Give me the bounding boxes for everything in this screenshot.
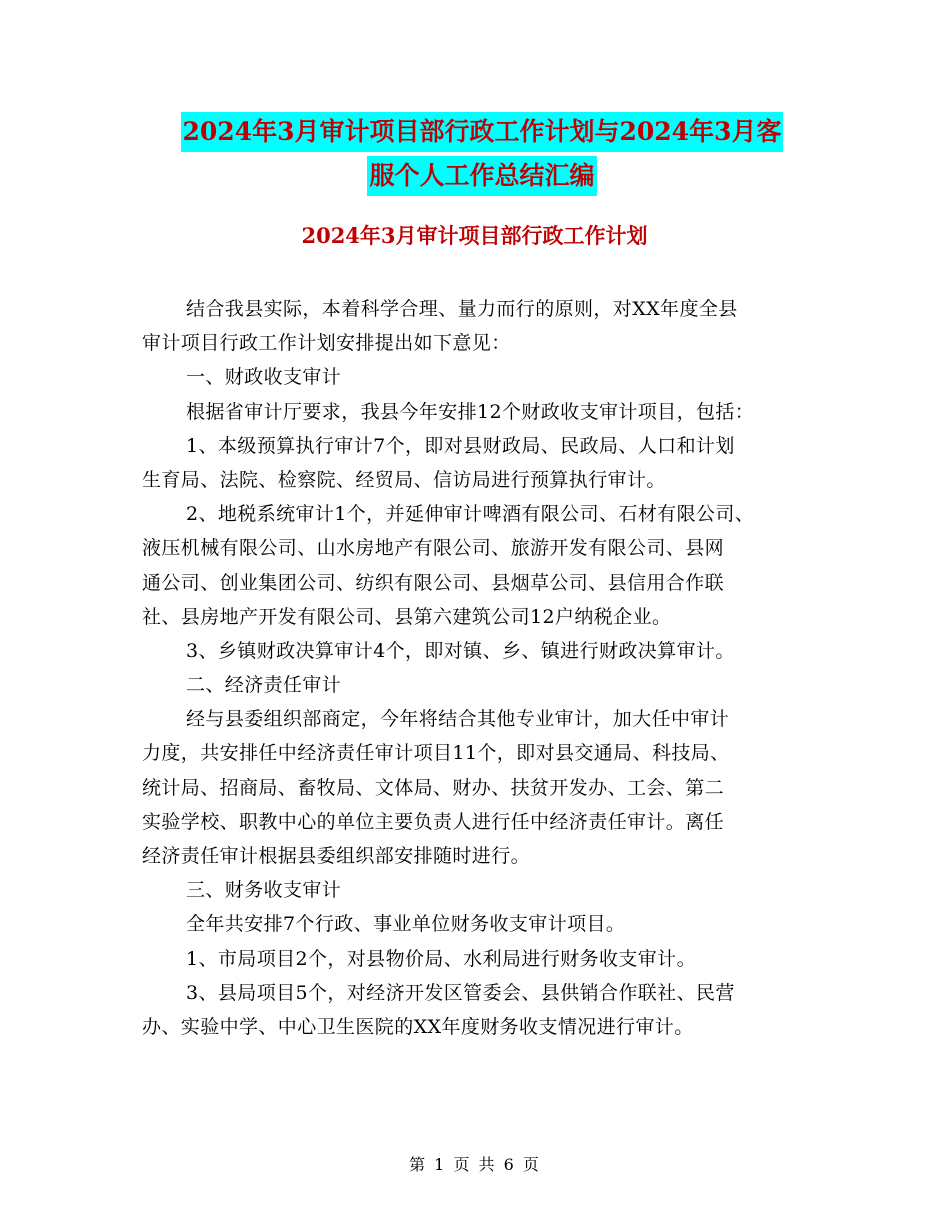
paragraph-line: 通公司、创业集团公司、纺织有限公司、县烟草公司、县信用合作联 xyxy=(142,571,725,594)
title-line-1: 2024年3月审计项目部行政工作计划与2024年3月客 xyxy=(181,112,784,152)
paragraph-line: 结合我县实际，本着科学合理、量力而行的原则，对XX年度全县 xyxy=(186,298,738,320)
paragraph-line: 生育局、法院、检察院、经贸局、信访局进行预算执行审计。 xyxy=(142,468,666,491)
section-heading: 三、财务收支审计 xyxy=(186,879,342,902)
paragraph-line: 统计局、招商局、畜牧局、文体局、财办、扶贫开发办、工会、第二 xyxy=(142,776,725,799)
paragraph-line: 经济责任审计根据县委组织部安排随时进行。 xyxy=(142,845,531,867)
document-body xyxy=(142,292,822,1044)
paragraph-line: 1、本级预算执行审计7个，即对县财政局、民政局、人口和计划 xyxy=(186,434,735,457)
title-line-2: 服个人工作总结汇编 xyxy=(367,156,596,196)
paragraph-line: 审计项目行政工作计划安排提出如下意见： xyxy=(142,332,511,355)
paragraph-line: 2、地税系统审计1个，并延伸审计啤酒有限公司、石材有限公司、 xyxy=(186,503,755,526)
paragraph-line: 实验学校、职教中心的单位主要负责人进行任中经济责任审计。离任 xyxy=(142,810,725,833)
paragraph-line: 液压机械有限公司、山水房地产有限公司、旅游开发有限公司、县网 xyxy=(142,537,725,560)
section-heading: 二、经济责任审计 xyxy=(186,674,342,697)
document-title xyxy=(142,112,822,196)
section-heading: 一、财政收支审计 xyxy=(186,366,342,389)
paragraph-line: 根据省审计厅要求，我县今年安排12个财政收支审计项目，包括： xyxy=(186,400,755,423)
section-title: 2024年3月审计项目部行政工作计划 xyxy=(301,223,648,248)
paragraph-line: 社、县房地产开发有限公司、县第六建筑公司12户纳税企业。 xyxy=(142,605,672,628)
paragraph-line: 3、县局项目5个，对经济开发区管委会、县供销合作联社、民营 xyxy=(186,981,735,1004)
paragraph-line: 全年共安排7个行政、事业单位财务收支审计项目。 xyxy=(186,913,626,936)
paragraph-line: 3、乡镇财政决算审计4个，即对镇、乡、镇进行财政决算审计。 xyxy=(186,639,735,662)
paragraph-line: 经与县委组织部商定，今年将结合其他专业审计，加大任中审计 xyxy=(186,708,730,731)
page-footer: 第 1 页 共 6 页 xyxy=(409,1155,541,1174)
paragraph-line: 1、市局项目2个，对县物价局、水利局进行财务收支审计。 xyxy=(186,947,696,970)
paragraph-line: 办、实验中学、中心卫生医院的XX年度财务收支情况进行审计。 xyxy=(142,1015,694,1038)
paragraph-line: 力度，共安排任中经济责任审计项目11个，即对县交通局、科技局、 xyxy=(142,742,730,765)
